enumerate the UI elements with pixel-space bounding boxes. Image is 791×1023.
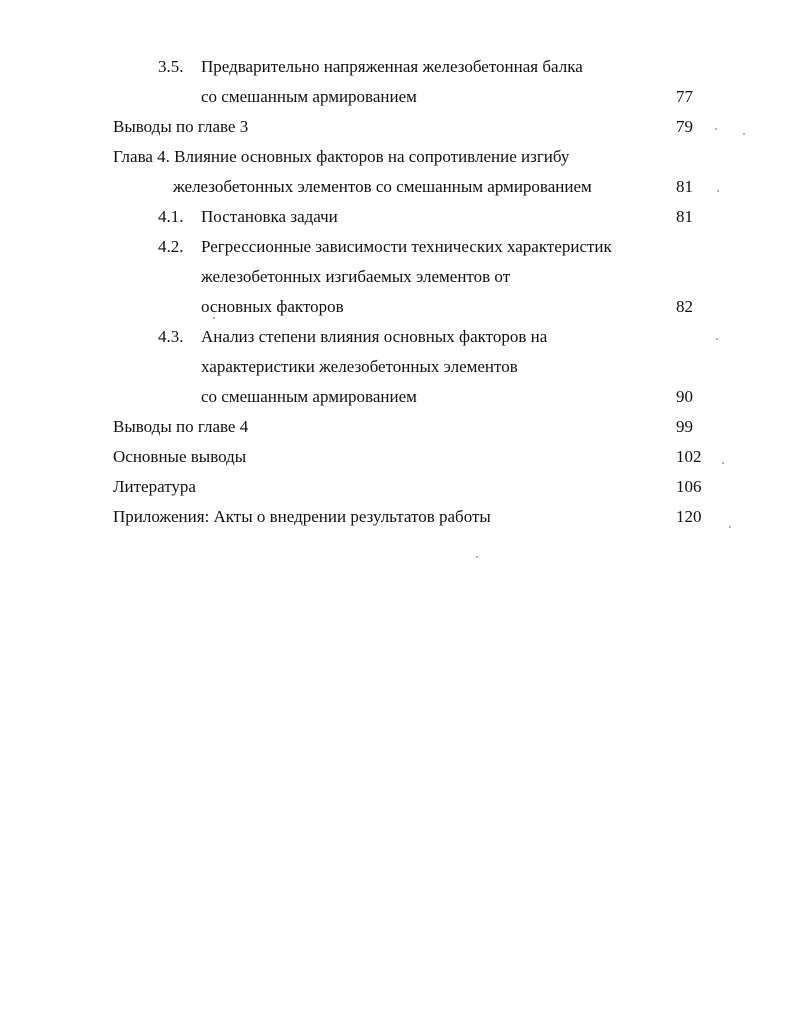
scan-speck: [729, 526, 731, 528]
toc-entry-page: 81: [676, 207, 693, 226]
scan-speck: [722, 462, 724, 464]
toc-entry-number: 4.1.: [158, 207, 184, 226]
scan-speck: [716, 338, 718, 340]
toc-entry-title-continued: основных факторов: [201, 297, 344, 316]
toc-entry-title: Регрессионные зависимости технических характеристик: [201, 237, 612, 256]
toc-chapter-title: Глава 4. Влияние основных факторов на сопротивление изгибу: [113, 147, 570, 166]
toc-entry-page: 99: [676, 417, 693, 436]
toc-entry-page: 82: [676, 297, 693, 316]
toc-entry-number: 4.2.: [158, 237, 184, 256]
scan-speck: [476, 556, 478, 558]
toc-entry-page: 90: [676, 387, 693, 406]
toc-entry-page: 81: [676, 177, 693, 196]
toc-entry-title-continued: со смешанным армированием: [201, 387, 417, 406]
toc-entry-title: Выводы по главе 3: [113, 117, 249, 136]
toc-entry-title: Выводы по главе 4: [113, 417, 249, 436]
scan-speck: [717, 190, 719, 192]
toc-entry-page: 102: [676, 447, 702, 466]
toc-entry-page: 106: [676, 477, 702, 496]
toc-entry-title-continued: характеристики железобетонных элементов: [201, 357, 518, 376]
toc-entry-title: Предварительно напряженная железобетонная балка: [201, 57, 583, 76]
scan-speck: [213, 317, 215, 319]
toc-entry-title: Приложения: Акты о внедрении результатов работы: [113, 507, 491, 526]
toc-entry-number: 3.5.: [158, 57, 184, 76]
toc-entry-number: 4.3.: [158, 327, 184, 346]
toc-entry-title: Анализ степени влияния основных факторов на: [201, 327, 548, 346]
toc-entry-title-continued: железобетонных изгибаемых элементов от: [201, 267, 511, 286]
toc-entry-page: 120: [676, 507, 702, 526]
toc-chapter-title-continued: железобетонных элементов со смешанным армированием: [173, 177, 592, 196]
toc-entry-page: 79: [676, 117, 693, 136]
scan-speck: [743, 133, 745, 135]
toc-entry-page: 77: [676, 87, 693, 106]
toc-entry-title: Литература: [113, 477, 196, 496]
scan-speck: [715, 128, 717, 130]
toc-entry-title-continued: со смешанным армированием: [201, 87, 417, 106]
toc-entry-title: Основные выводы: [113, 447, 247, 466]
toc-entry-title: Постановка задачи: [201, 207, 338, 226]
